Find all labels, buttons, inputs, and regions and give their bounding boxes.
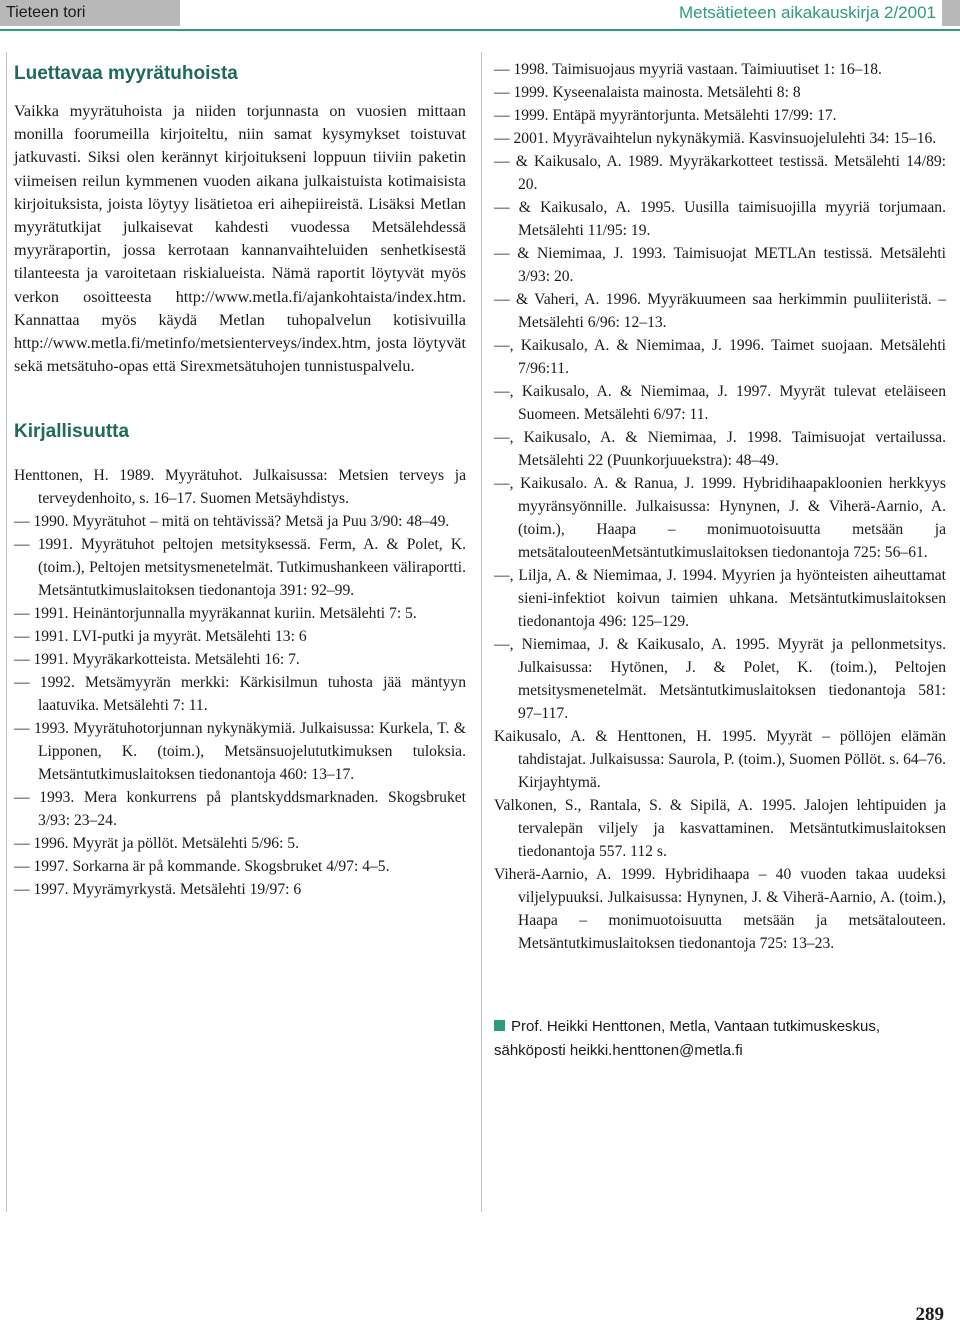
reference-item: — 1993. Myyrätuhotorjunnan nykynäkymiä. Julkaisussa: Kurkela, T. & Lipponen, K. (toim.), Metsänsuojelututkimuksen tuloksia. Metsäntutkimuslaitoksen tiedonantoja 460: 13–17.	[14, 720, 466, 784]
reference-item: Viherä-Aarnio, A. 1999. Hybridihaapa – 40 vuoden takaa uudeksi viljelypuuksi. Julkaisussa: Hynynen, J. & Viherä-Aarnio, A. (toim.), Haapa – monimuotoisuutta metsään ja metsätalouteen. Metsäntutkimuslaitoksen tiedonantoja 725: 13–23.	[494, 866, 946, 952]
reference-item: —, Niemimaa, J. & Kaikusalo, A. 1995. Myyrät ja pellonmetsitys. Julkaisussa: Hytönen, J. & Polet, K. (toim.), Peltojen metsitysmenetelmät. Metsäntutkimuslaitoksen tiedonantoja 581: 97–117.	[494, 636, 946, 722]
reference-list-left	[14, 464, 466, 901]
section-header-label: Tieteen tori	[0, 0, 180, 26]
article-heading: Luettavaa myyrätuhoista	[14, 63, 238, 84]
header-corner-block	[942, 0, 960, 26]
author-note-text: Prof. Heikki Henttonen, Metla, Vantaan tutkimuskeskus, sähköposti heikki.henttonen@metla.fi	[494, 1018, 881, 1059]
reference-item: — 1997. Myyrämyrkystä. Metsälehti 19/97: 6	[14, 881, 302, 899]
reference-item: Henttonen, H. 1989. Myyrätuhot. Julkaisussa: Metsien terveys ja terveydenhoito, s. 16–17. Suomen Metsäyhdistys.	[14, 467, 466, 508]
reference-item: —, Lilja, A. & Niemimaa, J. 1994. Myyrien ja hyönteisten aiheuttamat sieni-infektiot koivun taimien uhkana. Metsäntutkimuslaitoksen tiedonantoja 496: 125–129.	[494, 567, 946, 630]
reference-item: — 1999. Kyseenalaista mainosta. Metsälehti 8: 8	[494, 84, 801, 101]
right-column	[494, 58, 946, 1063]
reference-item: — & Niemimaa, J. 1993. Taimisuojat METLAn testissä. Metsälehti 3/93: 20.	[494, 245, 946, 285]
reference-item: — 2001. Myyrävaihtelun nykynäkymiä. Kasvinsuojelulehti 34: 15–16.	[494, 130, 937, 147]
journal-header-label: Metsätieteen aikakauskirja 2/2001	[678, 3, 936, 22]
reference-item: — 1993. Mera konkurrens på plantskyddsmarknaden. Skogsbruket 3/93: 23–24.	[14, 789, 466, 830]
reference-item: —, Kaikusalo, A. & Niemimaa, J. 1997. Myyrät tulevat eteläiseen Suomeen. Metsälehti 6/97: 11.	[494, 383, 946, 423]
left-column	[14, 58, 466, 901]
reference-item: Kaikusalo, A. & Henttonen, H. 1995. Myyrät – pöllöjen elämän tahdistajat. Julkaisussa: Saurola, P. (toim.), Suomen Pöllöt. s. 64–76. Kirjayhtymä.	[494, 728, 946, 791]
reference-item: — 1991. LVI-putki ja myyrät. Metsälehti 13: 6	[14, 628, 307, 646]
reference-item: — & Kaikusalo, A. 1989. Myyräkarkotteet testissä. Metsälehti 14/89: 20.	[494, 153, 946, 193]
reference-item: — 1996. Myyrät ja pöllöt. Metsälehti 5/96: 5.	[14, 835, 299, 853]
column-divider	[481, 52, 482, 1212]
article-paragraph: Vaikka myyrätuhoista ja niiden torjunnasta on vuosien mittaan monilla foorumeilla kirjoiteltu, niin samat kysymykset toistuvat jatkuvasti. Siksi olen kerännyt kirjoitukseni loppuun tiiviin paketin viimeisen reilun kymmenen vuoden aikana julkaistuista kotimaisista kirjoituksista, joista löytyy lisätietoa eri aihepiireistä. Lisäksi Metlan myyrätutkijat julkaisevat kahdesti vuodessa Metsälehdessä myyräraportin, jossa kerrotaan kannanvaihteluiden senhetkisestä tilanteesta ja varoitetaan riskialueista. Nämä raportit löytyvät myös verkon osoitteesta http://www.metla.fi/ajankohtaista/index.htm. Kannattaa myös käydä Metlan tuhopalvelun kotisivuilla http://www.metla.fi/metinfo/metsienterveys/index.htm, josta löytyvät sekä metsätuho-opas että Sirexmetsätuhojen tunnistuspalvelu.	[14, 102, 466, 376]
reference-item: — 1991. Myyrätuhot peltojen metsityksessä. Ferm, A. & Polet, K. (toim.), Peltojen metsitysmenetelmät. Tutkimushankeen väliraportti. Metsäntutkimuslaitoksen tiedonantoja 391: 92–99.	[14, 536, 466, 600]
page-number: 289	[915, 1304, 944, 1325]
reference-list-right	[494, 58, 946, 955]
reference-item: —, Kaikusalo. A. & Ranua, J. 1999. Hybridihaapakloonien herkkyys myyränsyönnille. Julkaisussa: Hynynen, J. & Viherä-Aarnio, A. (toim.), Haapa – monimuotoisuutta metsään ja metsätalouteenMetsäntutkimuslaitoksen tiedonantoja 725: 56–61.	[494, 475, 946, 561]
reference-item: —, Kaikusalo, A. & Niemimaa, J. 1996. Taimet suojaan. Metsälehti 7/96:11.	[494, 337, 946, 377]
reference-item: — 1990. Myyrätuhot – mitä on tehtävissä? Metsä ja Puu 3/90: 48–49.	[14, 513, 450, 531]
reference-item: Valkonen, S., Rantala, S. & Sipilä, A. 1995. Jalojen lehtipuiden ja tervalepän viljely ja kasvattaminen. Metsäntutkimuslaitoksen tiedonantoja 557. 112 s.	[494, 797, 946, 860]
reference-item: — 1991. Myyräkarkotteista. Metsälehti 16: 7.	[14, 651, 300, 669]
reference-item: — 1997. Sorkarna är på kommande. Skogsbruket 4/97: 4–5.	[14, 858, 390, 876]
left-column-rule	[6, 52, 7, 1212]
reference-item: — 1999. Entäpä myyräntorjunta. Metsälehti 17/99: 17.	[494, 107, 837, 124]
author-note	[494, 1015, 946, 1063]
reference-item: — & Vaheri, A. 1996. Myyräkuumeen saa herkimmin puuliiteristä. – Metsälehti 6/96: 12–13.	[494, 291, 946, 331]
reference-item: —, Kaikusalo, A. & Niemimaa, J. 1998. Taimisuojat vertailussa. Metsälehti 22 (Puunkorjuuekstra): 48–49.	[494, 429, 946, 469]
reference-item: — 1998. Taimisuojaus myyriä vastaan. Taimiuutiset 1: 16–18.	[494, 61, 882, 78]
reference-item: — 1992. Metsämyyrän merkki: Kärkisilmun tuhosta jää mäntyyn laatuvika. Metsälehti 7: 11.	[14, 674, 466, 715]
reference-item: — & Kaikusalo, A. 1995. Uusilla taimisuojilla myyriä torjumaan. Metsälehti 11/95: 19.	[494, 199, 946, 239]
literature-heading: Kirjallisuutta	[14, 421, 130, 443]
reference-item: — 1991. Heinäntorjunnalla myyräkannat kuriin. Metsälehti 7: 5.	[14, 605, 417, 623]
bullet-square-icon	[494, 1020, 505, 1031]
header-rule	[0, 29, 960, 31]
